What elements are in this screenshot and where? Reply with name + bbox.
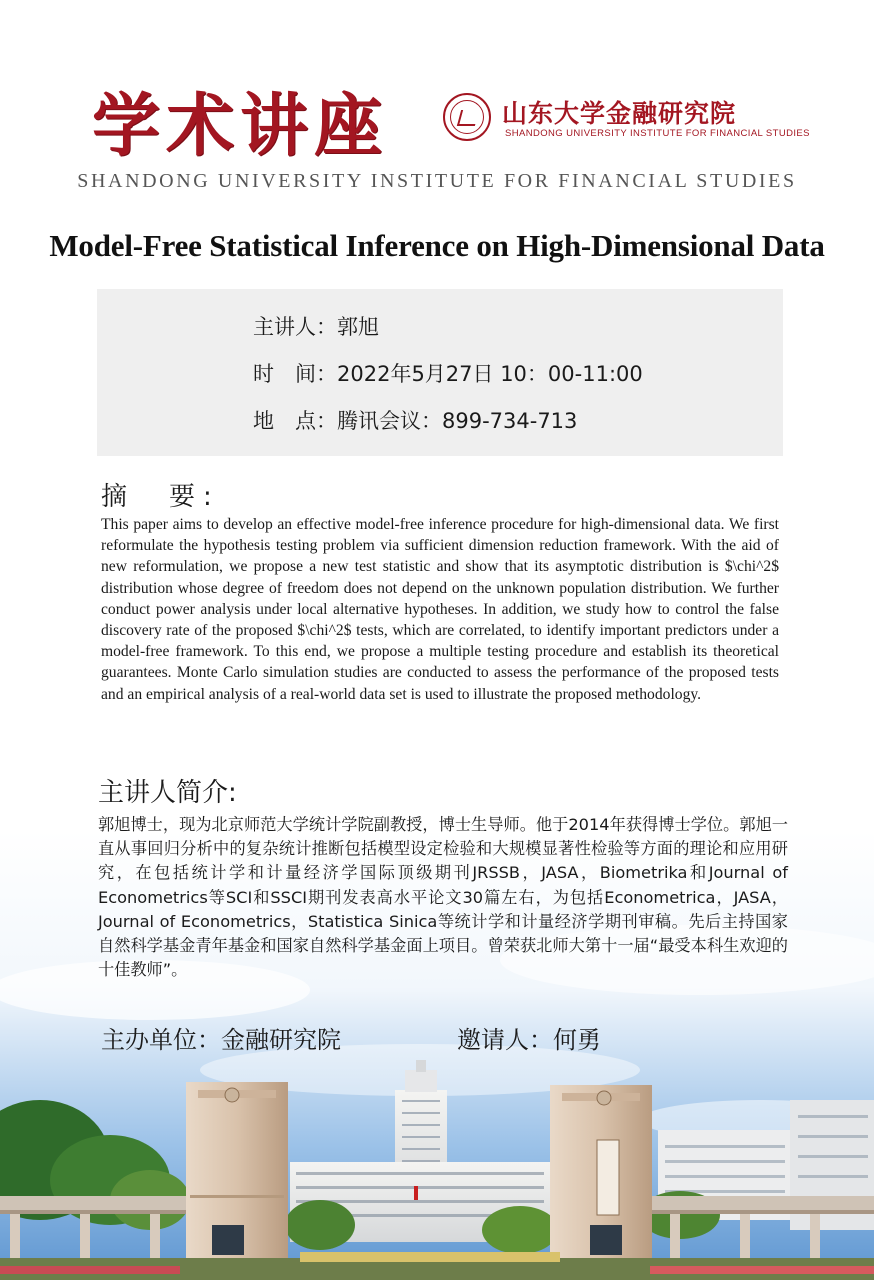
- inviter: 邀请人：何勇: [457, 1026, 601, 1054]
- time-label: 时 间：: [253, 362, 337, 386]
- abstract-heading: 摘 要:: [101, 482, 220, 512]
- speaker-value: 郭旭: [337, 315, 379, 339]
- abstract-text: This paper aims to develop an effective model-free inference procedure for high-dimensional data. We first reformulate the hypothesis testing problem via sufficient dimension reduction framework. With the aid of new reformulation, we propose a new test statistic and show that its asymptotic distribution is $\chi^2$ distribution whose degree of freedom does not depend on the unknown population distribution. We further conduct power analysis under local alternative hypotheses. In addition, we study how to control the false discovery rate of the proposed $\chi^2$ tests, which are correlated, to identify important predictors under a model-free framework. To this end, we propose a multiple testing procedure and establish its theoretical guarantees. Monte Carlo simulation studies are conducted to assess the performance of the proposed tests and an empirical analysis of a real-world data set is used to illustrate the proposed methodology.: [101, 516, 779, 703]
- place-row: [253, 405, 577, 435]
- bio-text: 郭旭博士，现为北京师范大学统计学院副教授，博士生导师。他于2014年获得博士学位。郭旭一直从事回归分析中的复杂统计推断包括模型设定检验和大规模显著性检验等方面的理论和应用研究，在包括统计学和计量经济学国际顶级期刊JRSSB，JASA，Biometrika和Journal of Econometrics等SCI和SSCI期刊发表高水平论文30篇左右，为包括Econometrica，JASA，Journal of Econometrics，Statistica Sinica等统计学和计量经济学期刊审稿。先后主持国家自然科学基金青年基金和国家自然科学基金面上项目。曾荣获北师大第十一届“最受本科生欢迎的十佳教师”。: [98, 815, 788, 980]
- banner-title: 学术讲座: [92, 85, 389, 166]
- institute-name-cn: 山东大学金融研究院: [502, 99, 737, 128]
- speaker-row: [253, 311, 379, 341]
- place-value: 腾讯会议：899-734-713: [337, 409, 578, 433]
- host-organization: 主办单位：金融研究院: [101, 1026, 341, 1054]
- time-value: 2022年5月27日 10：00-11:00: [337, 362, 643, 386]
- university-seal-icon: [443, 93, 491, 141]
- lecture-title: Model-Free Statistical Inference on High-Dimensional Data: [49, 228, 825, 263]
- institute-name-en-small: SHANDONG UNIVERSITY INSTITUTE FOR FINANCIAL STUDIES: [505, 128, 810, 139]
- info-box: [97, 289, 783, 456]
- place-label: 地 点：: [253, 409, 337, 433]
- institute-name-en: SHANDONG UNIVERSITY INSTITUTE FOR FINANCIAL STUDIES: [77, 170, 797, 192]
- bio-heading: 主讲人简介:: [98, 778, 237, 808]
- time-row: [253, 358, 643, 388]
- speaker-label: 主讲人：: [253, 315, 337, 339]
